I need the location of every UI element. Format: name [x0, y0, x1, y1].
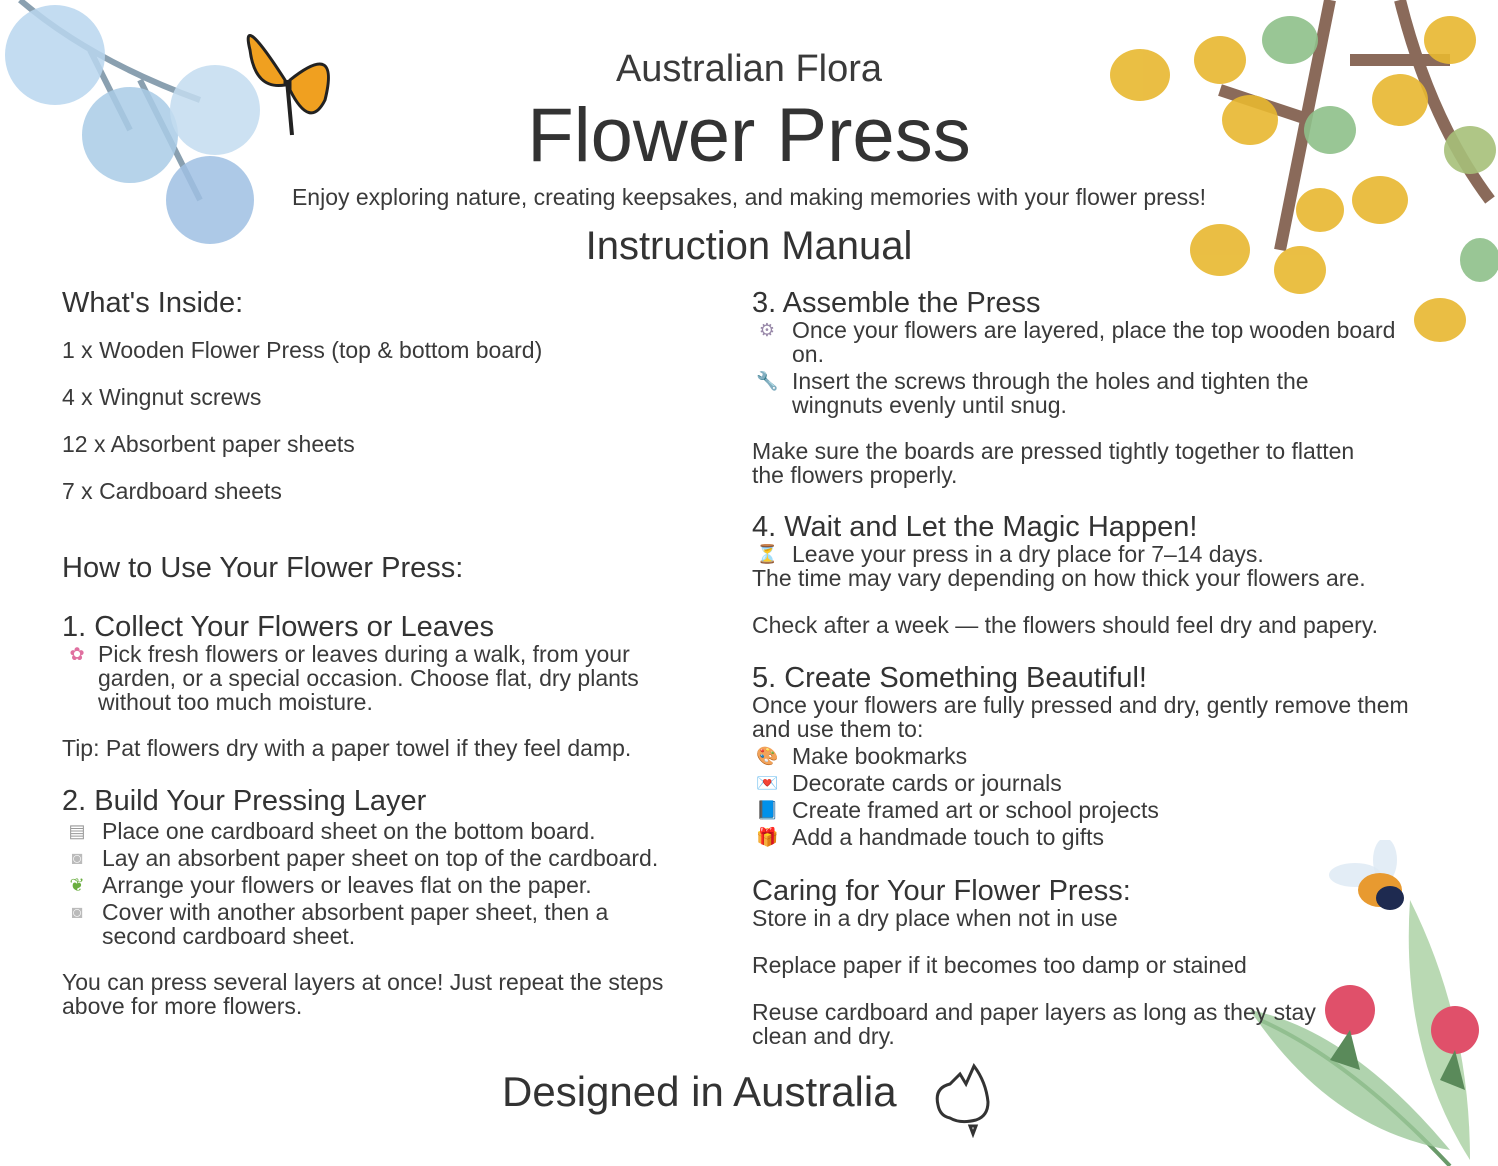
inside-item: 12 x Absorbent paper sheets	[62, 431, 355, 457]
step-4-item	[752, 542, 1472, 566]
heart-card-icon: 💌	[756, 773, 779, 793]
step-2-item	[62, 900, 622, 948]
item-text: Create framed art or school projects	[792, 797, 1159, 823]
step-4-heading: 4. Wait and Let the Magic Happen!	[752, 511, 1198, 543]
paper-roll-icon: ◙	[71, 848, 83, 868]
step-4	[752, 512, 1472, 637]
item-text: Insert the screws through the holes and tighten the wingnuts evenly until snug.	[792, 368, 1309, 418]
flower-icon: ✿	[69, 644, 85, 664]
care-section	[752, 876, 1372, 1048]
step-2-item	[62, 846, 752, 870]
brand-name: Australian Flora	[615, 48, 883, 90]
step-5	[752, 663, 1432, 849]
screw-icon: ⚙	[758, 320, 776, 340]
step-2-heading: 2. Build Your Pressing Layer	[62, 785, 427, 817]
step-3-note: Make sure the boards are pressed tightly together to flatten the flowers properly.	[752, 438, 1355, 488]
step-1-item	[62, 642, 708, 714]
tagline: Enjoy exploring nature, creating keepsakes, and making memories with your flower press!	[291, 184, 1207, 210]
inside-item: 7 x Cardboard sheets	[62, 478, 282, 504]
paper-roll-icon: ◙	[71, 902, 83, 922]
step-5-heading: 5. Create Something Beautiful!	[752, 662, 1147, 694]
step-4-note: Check after a week — the flowers should feel dry and papery.	[752, 612, 1379, 638]
palette-icon: 🎨	[756, 746, 779, 766]
step-5-item	[752, 798, 1432, 822]
step-2	[62, 786, 752, 1018]
step-1-tip: Tip: Pat flowers dry with a paper towel if they feel damp.	[62, 735, 632, 761]
step-3	[752, 288, 1412, 487]
item-text: Arrange your flowers or leaves flat on the paper.	[102, 872, 592, 898]
australia-map-icon	[930, 1060, 994, 1138]
step-5-item	[752, 744, 1432, 768]
document-icon: ▤	[68, 821, 86, 841]
footer-text: Designed in Australia	[502, 1068, 897, 1115]
step-1	[62, 612, 742, 760]
step-5-item	[752, 771, 1432, 795]
whats-inside-heading: What's Inside:	[62, 287, 244, 319]
step-4-line: The time may vary depending on how thick your flowers are.	[752, 565, 1366, 591]
item-text: Cover with another absorbent paper sheet, then a second cardboard sheet.	[102, 899, 609, 949]
item-text: Pick fresh flowers or leaves during a walk, from your garden, or a special occasion. Choose flat, dry plants without too much moisture.	[98, 641, 639, 715]
gift-icon: 🎁	[756, 827, 779, 847]
item-text: Once your flowers are layered, place the top wooden board on.	[792, 317, 1396, 367]
step-3-item	[752, 318, 1402, 366]
inside-item: 1 x Wooden Flower Press (top & bottom board)	[62, 337, 543, 363]
care-heading: Caring for Your Flower Press:	[752, 875, 1131, 907]
howto-heading: How to Use Your Flower Press:	[62, 552, 464, 584]
step-2-item	[62, 819, 752, 843]
item-text: Add a handmade touch to gifts	[792, 824, 1104, 850]
inside-item: 4 x Wingnut screws	[62, 384, 262, 410]
step-2-note: You can press several layers at once! Just repeat the steps above for more flowers.	[62, 969, 664, 1019]
manual-subtitle: Instruction Manual	[585, 224, 913, 268]
herb-icon: ❦	[69, 875, 85, 895]
page-title: Flower Press	[527, 93, 971, 178]
left-column	[62, 288, 742, 503]
step-3-heading: 3. Assemble the Press	[752, 287, 1041, 319]
step-5-intro: Once your flowers are fully pressed and dry, gently remove them and use them to:	[752, 692, 1409, 742]
item-text: Make bookmarks	[792, 743, 968, 769]
item-text: Place one cardboard sheet on the bottom board.	[102, 818, 596, 844]
step-5-item	[752, 825, 1432, 849]
item-text: Leave your press in a dry place for 7–14 days.	[792, 541, 1264, 567]
step-1-heading: 1. Collect Your Flowers or Leaves	[62, 611, 494, 643]
care-line: Reuse cardboard and paper layers as long as they stay clean and dry.	[752, 999, 1316, 1049]
care-line: Replace paper if it becomes too damp or stained	[752, 952, 1247, 978]
care-line: Store in a dry place when not in use	[752, 905, 1118, 931]
wrench-icon: 🔧	[756, 371, 779, 391]
item-text: Decorate cards or journals	[792, 770, 1062, 796]
hourglass-icon: ⏳	[756, 544, 779, 564]
book-icon: 📘	[756, 800, 779, 820]
step-2-item	[62, 873, 752, 897]
step-3-item	[752, 369, 1402, 417]
item-text: Lay an absorbent paper sheet on top of the cardboard.	[102, 845, 659, 871]
